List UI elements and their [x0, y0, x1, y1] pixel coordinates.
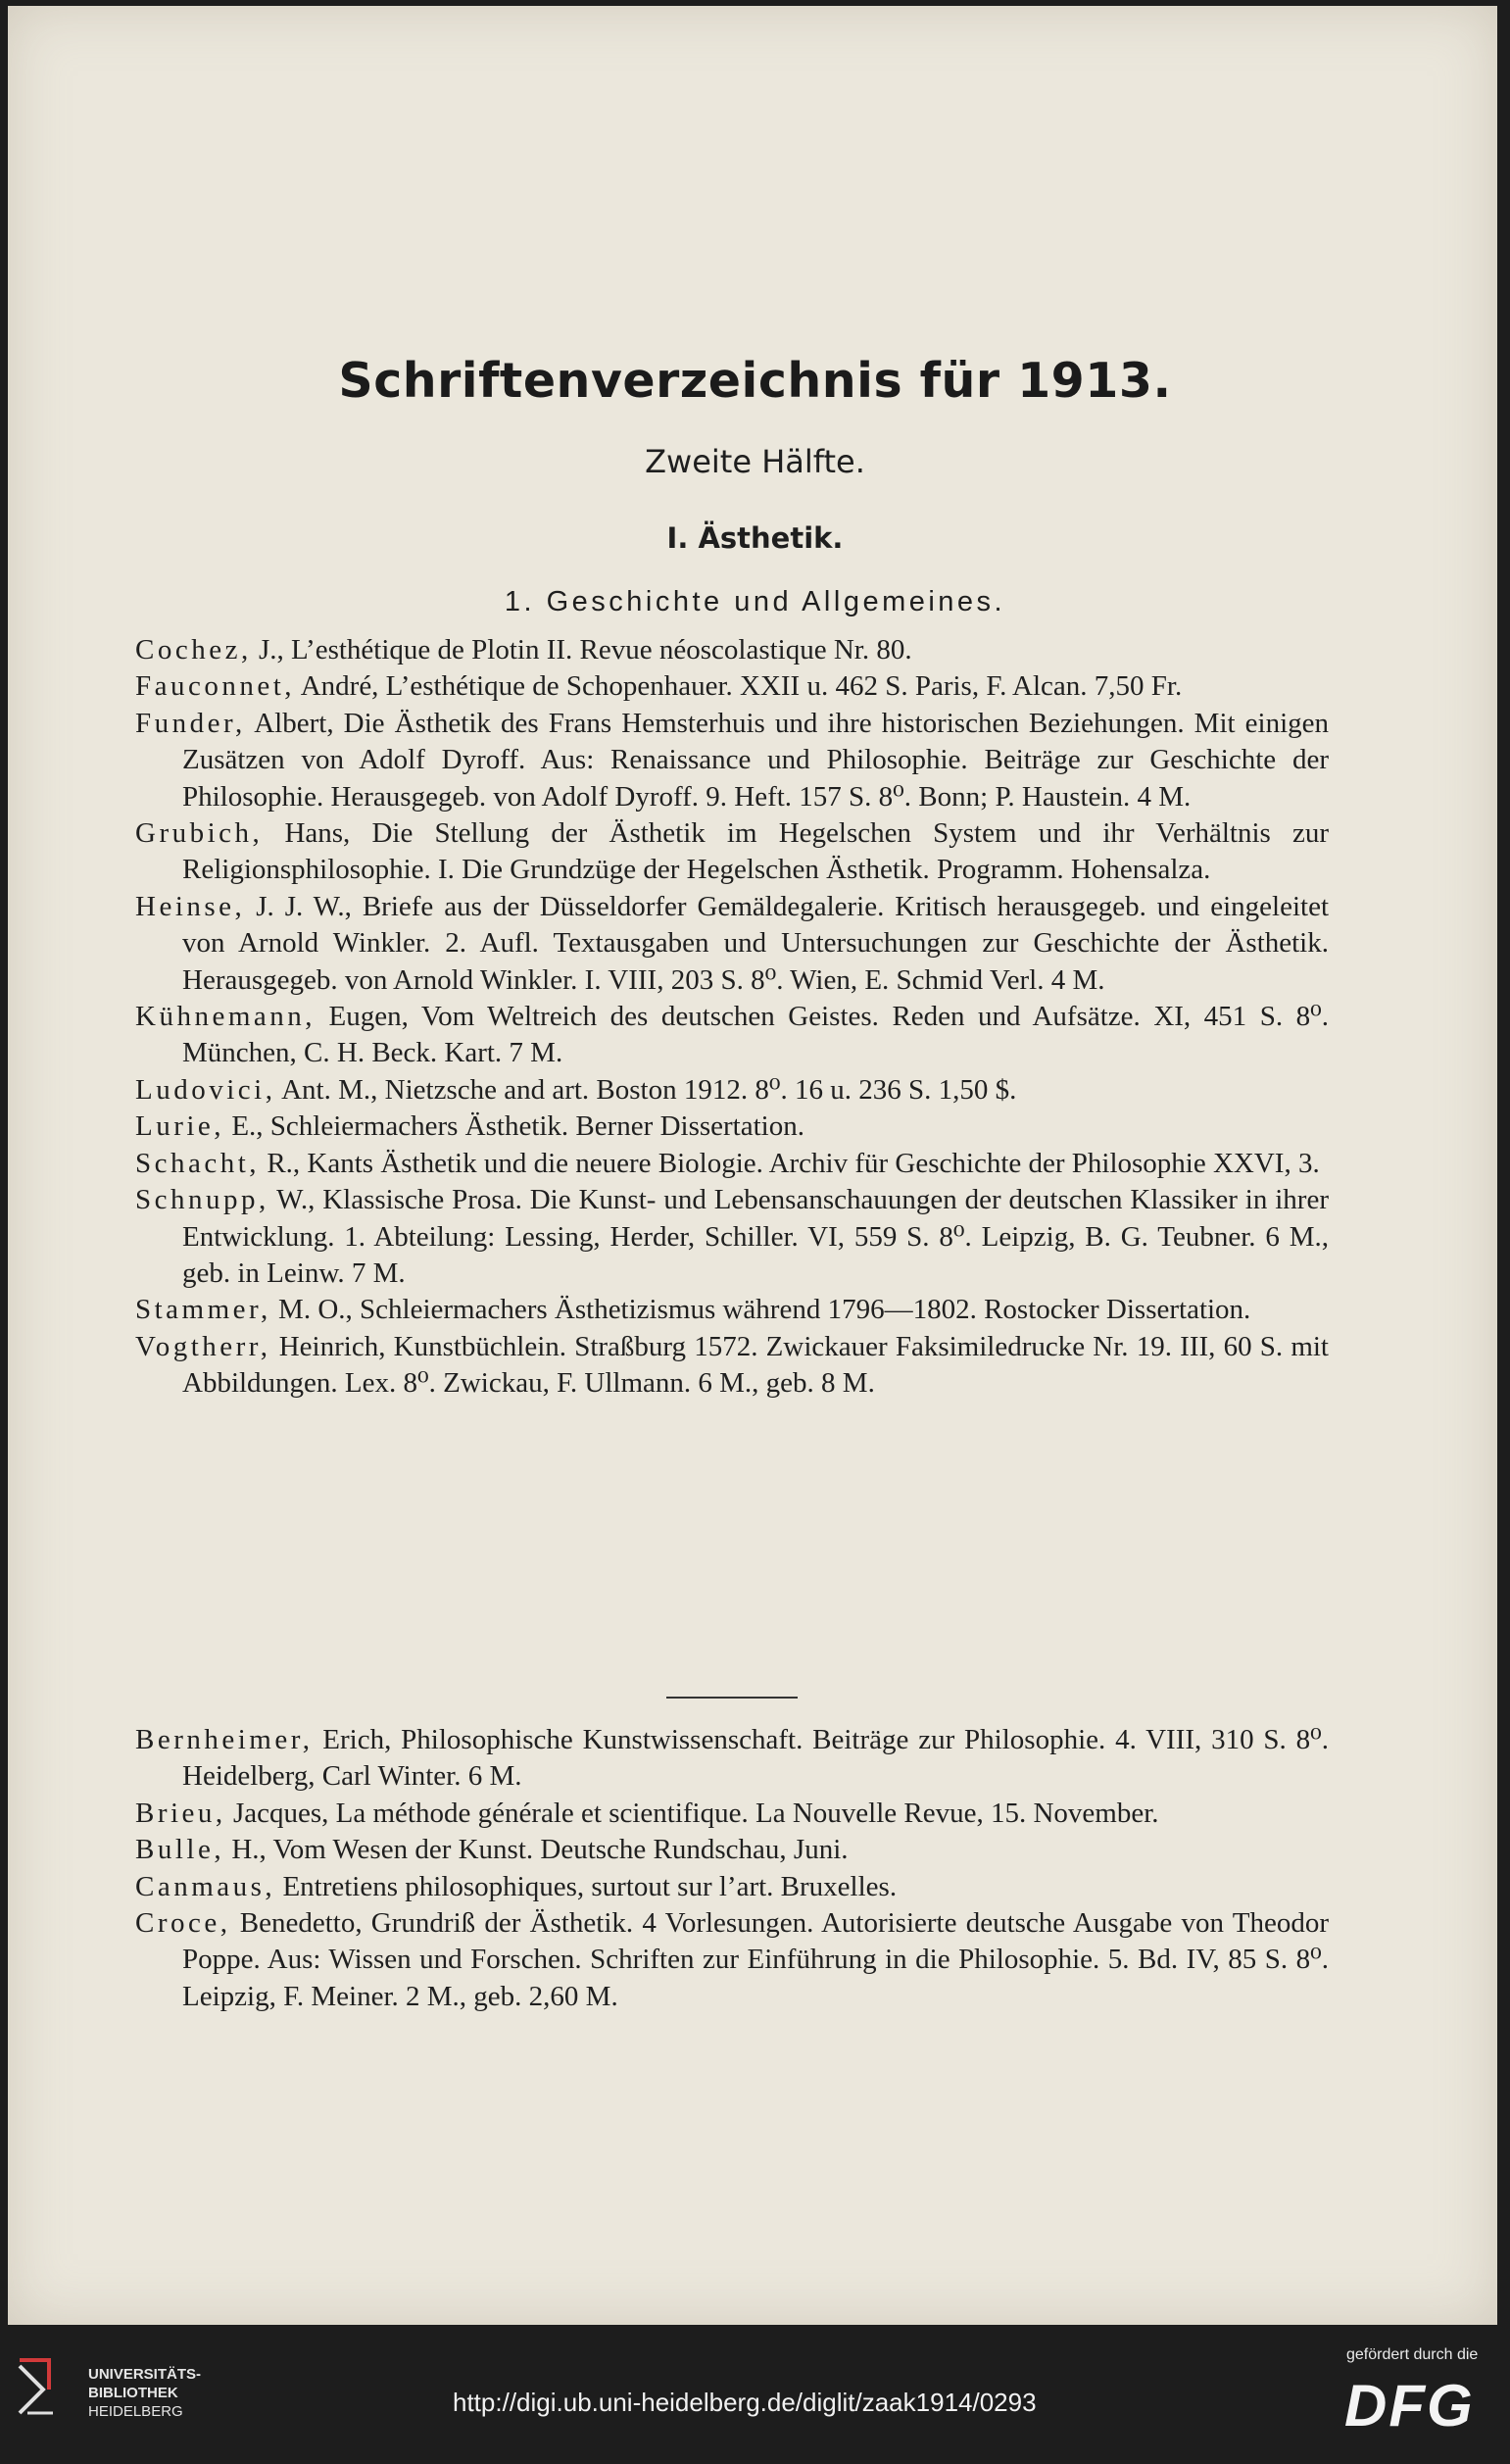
entry-author: Grubich, [135, 817, 264, 850]
bibliography-list-a [135, 632, 1329, 1403]
entry-author: Fauconnet, [135, 670, 296, 703]
entry-author: Lurie, [135, 1110, 225, 1143]
entry-text: Albert, Die Ästhetik des Frans Hemsterhuis und ihre historischen Beziehungen. Mit einigen Zusätzen von Adolf Dyroff. Aus: Renaissance und Philosophie. Beiträge zur Geschichte der Philosophie. Herausgegeb. von Adolf Dyroff. 9. Heft. 157 S. 8⁰. Bonn; P. Haustein. 4 M. [182, 707, 1329, 813]
page-subtitle: Zweite Hälfte. [645, 443, 865, 480]
entry-text: W., Klassische Prosa. Die Kunst- und Lebensanschauungen der deutschen Klassiker in ihrer Entwicklung. 1. Abteilung: Lessing, Herder, Schiller. VI, 559 S. 8⁰. Leipzig, B. G. Teubner. 6 M., geb. in Leinw. 7 M. [182, 1184, 1329, 1289]
entry-author: Heinse, [135, 890, 246, 922]
library-name-line-3: HEIDELBERG [88, 2403, 183, 2420]
section-divider [666, 1697, 798, 1699]
bibliography-list-b [135, 1722, 1329, 2015]
funded-by-label: gefördert durch die [1346, 2346, 1479, 2363]
entry-author: Ludovici, [135, 1073, 276, 1106]
entry-author: Canmaus, [135, 1870, 276, 1902]
entry-text: Ant. M., Nietzsche and art. Boston 1912. 8⁰. 16 u. 236 S. 1,50 $. [275, 1073, 1017, 1106]
entry-author: Kühnemann, [135, 1001, 316, 1033]
entry-text: Erich, Philosophische Kunstwissenschaft. Beiträge zur Philosophie. 4. VIII, 310 S. 8⁰. Heidelberg, Carl Winter. 6 M. [182, 1724, 1329, 1793]
entry-author: Schacht, [135, 1147, 261, 1179]
bibliography-entry [135, 1292, 1329, 1328]
section-heading: I. Ästhetik. [666, 521, 844, 555]
bibliography-entry [135, 815, 1329, 889]
dfg-logo: DFG [1344, 2373, 1475, 2439]
entry-author: Stammer, [135, 1294, 271, 1326]
entry-author: Funder, [135, 707, 246, 739]
subsection-heading: 1. Geschichte und Allgemeines. [504, 586, 1006, 617]
entry-author: Bernheimer, [135, 1724, 314, 1755]
bibliography-entry [135, 1722, 1329, 1796]
entry-author: Schnupp, [135, 1184, 269, 1216]
bibliography-entry [135, 1109, 1329, 1145]
library-logo-icon [14, 2352, 73, 2426]
entry-text: E., Schleiermachers Ästhetik. Berner Dissertation. [224, 1110, 804, 1143]
bibliography-entry [135, 632, 1329, 668]
bibliography-entry [135, 1182, 1329, 1292]
entry-author: Croce, [135, 1907, 231, 1940]
bibliography-entry [135, 889, 1329, 999]
entry-text: Heinrich, Kunstbüchlein. Straßburg 1572. Zwickauer Faksimiledrucke Nr. 19. III, 60 S. mit Abbildungen. Lex. 8⁰. Zwickau, F. Ullmann. 6 M., geb. 8 M. [182, 1330, 1329, 1400]
entry-text: J., L’esthétique de Plotin II. Revue néoscolastique Nr. 80. [251, 634, 912, 665]
bibliography-entry [135, 999, 1329, 1072]
page-title: Schriftenverzeichnis für 1913. [338, 353, 1172, 409]
entry-text: R., Kants Ästhetik und die neuere Biologie. Archiv für Geschichte der Philosophie XXVI, 3. [260, 1147, 1320, 1179]
library-name [88, 2365, 201, 2421]
entry-text: Benedetto, Grundriß der Ästhetik. 4 Vorlesungen. Autorisierte deutsche Ausgabe von Theodor Poppe. Aus: Wissen und Forschen. Schriften zur Einführung in die Philosophie. 5. Bd. IV, 85 S. 8⁰. Leipzig, F. Meiner. 2 M., geb. 2,60 M. [182, 1907, 1329, 2012]
entry-author: Vogtherr, [135, 1330, 271, 1362]
library-name-line-2: BIBLIOTHEK [88, 2385, 178, 2401]
entry-text: Jacques, La méthode générale et scientifique. La Nouvelle Revue, 15. November. [225, 1797, 1159, 1829]
permalink-url[interactable]: http://digi.ub.uni-heidelberg.de/diglit/zaak1914/0293 [453, 2388, 1037, 2417]
entry-text: Entretiens philosophiques, surtout sur l’art. Bruxelles. [275, 1870, 898, 1902]
entry-author: Brieu, [135, 1797, 226, 1829]
bibliography-entry [135, 1796, 1329, 1832]
bibliography-entry [135, 1905, 1329, 2015]
bibliography-entry [135, 1329, 1329, 1403]
bibliography-entry [135, 1869, 1329, 1905]
entry-text: J. J. W., Briefe aus der Düsseldorfer Gemäldegalerie. Kritisch herausgegeb. und eingeleitet von Arnold Winkler. 2. Aufl. Textausgaben und Untersuchungen zur Geschichte der Ästhetik. Herausgegeb. von Arnold Winkler. I. VIII, 203 S. 8⁰. Wien, E. Schmid Verl. 4 M. [182, 890, 1329, 996]
entry-text: Eugen, Vom Weltreich des deutschen Geistes. Reden und Aufsätze. XI, 451 S. 8⁰. München, C. H. Beck. Kart. 7 M. [182, 1001, 1329, 1069]
entry-text: Hans, Die Stellung der Ästhetik im Hegelschen System und ihr Verhältnis zur Religionsphilosophie. I. Die Grundzüge der Hegelschen Ästhetik. Programm. Hohensalza. [182, 817, 1329, 886]
bibliography-entry [135, 706, 1329, 815]
bibliography-entry [135, 1072, 1329, 1109]
entry-author: Cochez, [135, 634, 252, 665]
entry-text: M. O., Schleiermachers Ästhetizismus während 1796—1802. Rostocker Dissertation. [270, 1294, 1251, 1326]
entry-text: H., Vom Wesen der Kunst. Deutsche Rundschau, Juni. [224, 1834, 849, 1866]
bibliography-entry [135, 668, 1329, 705]
entry-author: Bulle, [135, 1834, 225, 1866]
library-name-line-1: UNIVERSITÄTS- [88, 2366, 202, 2383]
bibliography-entry [135, 1832, 1329, 1868]
entry-text: André, L’esthétique de Schopenhauer. XXII u. 462 S. Paris, F. Alcan. 7,50 Fr. [295, 670, 1183, 703]
bibliography-entry [135, 1146, 1329, 1182]
